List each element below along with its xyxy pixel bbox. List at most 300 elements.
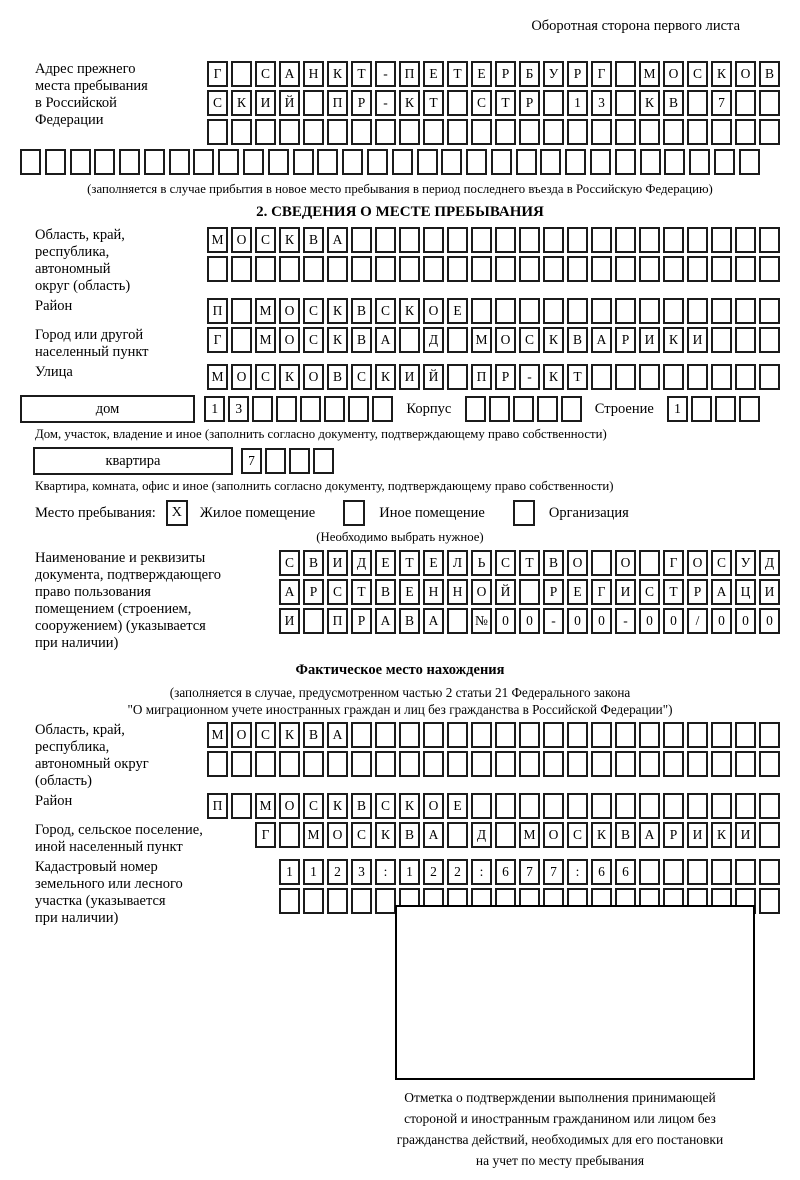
char-cell[interactable]: [169, 149, 190, 175]
char-cell[interactable]: [268, 149, 289, 175]
char-cell[interactable]: [663, 298, 684, 324]
char-cell[interactable]: [759, 888, 780, 914]
char-cell[interactable]: [279, 751, 300, 777]
char-cell[interactable]: [759, 364, 780, 390]
char-cell[interactable]: Р: [351, 90, 372, 116]
char-cell[interactable]: К: [639, 90, 660, 116]
char-cell[interactable]: [231, 119, 252, 145]
char-cell[interactable]: Т: [567, 364, 588, 390]
char-cell[interactable]: [207, 751, 228, 777]
char-cell[interactable]: [735, 751, 756, 777]
char-cell[interactable]: [663, 859, 684, 885]
char-cell[interactable]: Е: [567, 579, 588, 605]
char-cell[interactable]: [591, 227, 612, 253]
char-cell[interactable]: [289, 448, 310, 474]
char-cell[interactable]: [265, 448, 286, 474]
char-cell[interactable]: К: [711, 822, 732, 848]
char-cell[interactable]: [279, 822, 300, 848]
char-cell[interactable]: М: [639, 61, 660, 87]
char-cell[interactable]: К: [663, 327, 684, 353]
char-cell[interactable]: [591, 751, 612, 777]
char-cell[interactable]: [639, 298, 660, 324]
char-cell[interactable]: 0: [591, 608, 612, 634]
char-cell[interactable]: К: [327, 327, 348, 353]
char-cell[interactable]: [218, 149, 239, 175]
char-cell[interactable]: Т: [519, 550, 540, 576]
char-cell[interactable]: [495, 751, 516, 777]
char-cell[interactable]: А: [375, 608, 396, 634]
char-cell[interactable]: [300, 396, 321, 422]
char-cell[interactable]: П: [207, 298, 228, 324]
char-cell[interactable]: [423, 256, 444, 282]
char-cell[interactable]: [392, 149, 413, 175]
char-cell[interactable]: П: [327, 90, 348, 116]
char-cell[interactable]: -: [375, 90, 396, 116]
char-cell[interactable]: Е: [447, 793, 468, 819]
char-cell[interactable]: [537, 396, 558, 422]
char-cell[interactable]: [495, 722, 516, 748]
char-cell[interactable]: С: [687, 61, 708, 87]
char-cell[interactable]: -: [375, 61, 396, 87]
char-cell[interactable]: [735, 227, 756, 253]
char-cell[interactable]: Р: [519, 90, 540, 116]
char-cell[interactable]: [119, 149, 140, 175]
char-cell[interactable]: О: [615, 550, 636, 576]
char-cell[interactable]: [348, 396, 369, 422]
char-cell[interactable]: [471, 722, 492, 748]
char-cell[interactable]: С: [375, 793, 396, 819]
char-cell[interactable]: Н: [423, 579, 444, 605]
char-cell[interactable]: [351, 256, 372, 282]
char-cell[interactable]: А: [639, 822, 660, 848]
char-cell[interactable]: [513, 396, 534, 422]
char-cell[interactable]: [639, 859, 660, 885]
char-cell[interactable]: А: [423, 822, 444, 848]
char-cell[interactable]: [543, 793, 564, 819]
char-cell[interactable]: Т: [495, 90, 516, 116]
char-cell[interactable]: [519, 751, 540, 777]
char-cell[interactable]: [279, 256, 300, 282]
char-cell[interactable]: [615, 227, 636, 253]
char-cell[interactable]: О: [471, 579, 492, 605]
char-cell[interactable]: [639, 119, 660, 145]
char-cell[interactable]: 1: [303, 859, 324, 885]
char-cell[interactable]: [495, 227, 516, 253]
char-cell[interactable]: П: [207, 793, 228, 819]
char-cell[interactable]: [447, 327, 468, 353]
char-cell[interactable]: [543, 227, 564, 253]
char-cell[interactable]: [759, 722, 780, 748]
char-cell[interactable]: [711, 227, 732, 253]
char-cell[interactable]: 0: [759, 608, 780, 634]
char-cell[interactable]: М: [303, 822, 324, 848]
char-cell[interactable]: [516, 149, 537, 175]
char-cell[interactable]: С: [327, 579, 348, 605]
char-cell[interactable]: И: [399, 364, 420, 390]
char-cell[interactable]: [640, 149, 661, 175]
char-cell[interactable]: К: [711, 61, 732, 87]
char-cell[interactable]: [207, 119, 228, 145]
char-cell[interactable]: [639, 751, 660, 777]
char-cell[interactable]: [711, 859, 732, 885]
char-cell[interactable]: И: [759, 579, 780, 605]
char-cell[interactable]: 0: [639, 608, 660, 634]
char-cell[interactable]: Р: [351, 608, 372, 634]
char-cell[interactable]: О: [279, 298, 300, 324]
char-cell[interactable]: [543, 298, 564, 324]
char-cell[interactable]: [543, 256, 564, 282]
char-cell[interactable]: М: [255, 298, 276, 324]
char-cell[interactable]: Р: [567, 61, 588, 87]
char-cell[interactable]: [715, 396, 736, 422]
char-cell[interactable]: [231, 751, 252, 777]
char-cell[interactable]: [491, 149, 512, 175]
char-cell[interactable]: [193, 149, 214, 175]
char-cell[interactable]: [207, 256, 228, 282]
char-cell[interactable]: [231, 61, 252, 87]
char-cell[interactable]: [489, 396, 510, 422]
char-cell[interactable]: 6: [615, 859, 636, 885]
char-cell[interactable]: [663, 256, 684, 282]
char-cell[interactable]: [735, 298, 756, 324]
char-cell[interactable]: [687, 298, 708, 324]
char-cell[interactable]: К: [327, 61, 348, 87]
char-cell[interactable]: Р: [303, 579, 324, 605]
char-cell[interactable]: [303, 888, 324, 914]
char-cell[interactable]: [327, 888, 348, 914]
checkbox-org[interactable]: [513, 500, 535, 526]
char-cell[interactable]: [447, 608, 468, 634]
char-cell[interactable]: [519, 227, 540, 253]
char-cell[interactable]: [375, 256, 396, 282]
char-cell[interactable]: [447, 256, 468, 282]
char-cell[interactable]: [759, 327, 780, 353]
char-cell[interactable]: Л: [447, 550, 468, 576]
char-cell[interactable]: С: [255, 364, 276, 390]
char-cell[interactable]: К: [543, 364, 564, 390]
char-cell[interactable]: [735, 859, 756, 885]
char-cell[interactable]: №: [471, 608, 492, 634]
char-cell[interactable]: И: [327, 550, 348, 576]
char-cell[interactable]: О: [663, 61, 684, 87]
char-cell[interactable]: [711, 119, 732, 145]
char-cell[interactable]: И: [615, 579, 636, 605]
char-cell[interactable]: А: [591, 327, 612, 353]
char-cell[interactable]: [687, 722, 708, 748]
char-cell[interactable]: Р: [495, 364, 516, 390]
char-cell[interactable]: М: [207, 227, 228, 253]
char-cell[interactable]: О: [279, 793, 300, 819]
char-cell[interactable]: [687, 793, 708, 819]
char-cell[interactable]: О: [279, 327, 300, 353]
char-cell[interactable]: [711, 722, 732, 748]
char-cell[interactable]: С: [495, 550, 516, 576]
char-cell[interactable]: [687, 256, 708, 282]
char-cell[interactable]: [447, 119, 468, 145]
char-cell[interactable]: [144, 149, 165, 175]
char-cell[interactable]: [279, 888, 300, 914]
char-cell[interactable]: 2: [447, 859, 468, 885]
char-cell[interactable]: [351, 751, 372, 777]
char-cell[interactable]: [711, 793, 732, 819]
char-cell[interactable]: [94, 149, 115, 175]
char-cell[interactable]: [45, 149, 66, 175]
char-cell[interactable]: [711, 327, 732, 353]
char-cell[interactable]: В: [399, 608, 420, 634]
char-cell[interactable]: С: [279, 550, 300, 576]
char-cell[interactable]: К: [279, 227, 300, 253]
char-cell[interactable]: [639, 550, 660, 576]
char-cell[interactable]: [735, 327, 756, 353]
char-cell[interactable]: Г: [591, 61, 612, 87]
char-cell[interactable]: [687, 364, 708, 390]
char-cell[interactable]: [495, 298, 516, 324]
char-cell[interactable]: И: [255, 90, 276, 116]
char-cell[interactable]: [399, 256, 420, 282]
char-cell[interactable]: К: [399, 298, 420, 324]
char-cell[interactable]: В: [615, 822, 636, 848]
char-cell[interactable]: [543, 90, 564, 116]
char-cell[interactable]: [519, 298, 540, 324]
char-cell[interactable]: К: [375, 364, 396, 390]
char-cell[interactable]: 3: [351, 859, 372, 885]
char-cell[interactable]: В: [303, 227, 324, 253]
checkbox-inoe[interactable]: [343, 500, 365, 526]
char-cell[interactable]: Р: [495, 61, 516, 87]
char-cell[interactable]: М: [255, 327, 276, 353]
char-cell[interactable]: [639, 227, 660, 253]
char-cell[interactable]: [711, 298, 732, 324]
char-cell[interactable]: [519, 119, 540, 145]
char-cell[interactable]: А: [327, 722, 348, 748]
char-cell[interactable]: [639, 256, 660, 282]
char-cell[interactable]: [759, 227, 780, 253]
char-cell[interactable]: [471, 119, 492, 145]
char-cell[interactable]: О: [543, 822, 564, 848]
char-cell[interactable]: [689, 149, 710, 175]
char-cell[interactable]: М: [207, 722, 228, 748]
char-cell[interactable]: [495, 793, 516, 819]
char-cell[interactable]: 7: [543, 859, 564, 885]
char-cell[interactable]: Г: [207, 327, 228, 353]
char-cell[interactable]: С: [351, 364, 372, 390]
char-cell[interactable]: [351, 227, 372, 253]
char-cell[interactable]: [255, 256, 276, 282]
char-cell[interactable]: [567, 227, 588, 253]
char-cell[interactable]: [466, 149, 487, 175]
char-cell[interactable]: О: [231, 364, 252, 390]
char-cell[interactable]: [495, 822, 516, 848]
char-cell[interactable]: [567, 793, 588, 819]
char-cell[interactable]: П: [471, 364, 492, 390]
char-cell[interactable]: А: [327, 227, 348, 253]
char-cell[interactable]: [739, 396, 760, 422]
char-cell[interactable]: 1: [279, 859, 300, 885]
char-cell[interactable]: Ь: [471, 550, 492, 576]
char-cell[interactable]: -: [519, 364, 540, 390]
char-cell[interactable]: [735, 364, 756, 390]
char-cell[interactable]: [303, 256, 324, 282]
char-cell[interactable]: С: [207, 90, 228, 116]
char-cell[interactable]: [591, 550, 612, 576]
char-cell[interactable]: [447, 364, 468, 390]
char-cell[interactable]: [375, 227, 396, 253]
char-cell[interactable]: 0: [495, 608, 516, 634]
char-cell[interactable]: [567, 298, 588, 324]
char-cell[interactable]: [327, 256, 348, 282]
char-cell[interactable]: [711, 751, 732, 777]
char-cell[interactable]: [591, 793, 612, 819]
char-cell[interactable]: М: [471, 327, 492, 353]
char-cell[interactable]: У: [735, 550, 756, 576]
char-cell[interactable]: [327, 119, 348, 145]
char-cell[interactable]: С: [255, 722, 276, 748]
char-cell[interactable]: И: [735, 822, 756, 848]
char-cell[interactable]: [70, 149, 91, 175]
char-cell[interactable]: 2: [423, 859, 444, 885]
char-cell[interactable]: О: [423, 298, 444, 324]
char-cell[interactable]: [687, 119, 708, 145]
char-cell[interactable]: 1: [667, 396, 688, 422]
char-cell[interactable]: С: [639, 579, 660, 605]
char-cell[interactable]: С: [711, 550, 732, 576]
char-cell[interactable]: [495, 119, 516, 145]
char-cell[interactable]: О: [687, 550, 708, 576]
char-cell[interactable]: Р: [663, 822, 684, 848]
char-cell[interactable]: Е: [399, 579, 420, 605]
char-cell[interactable]: [615, 364, 636, 390]
char-cell[interactable]: К: [279, 722, 300, 748]
char-cell[interactable]: [591, 119, 612, 145]
char-cell[interactable]: [519, 256, 540, 282]
char-cell[interactable]: В: [303, 722, 324, 748]
char-cell[interactable]: [639, 364, 660, 390]
char-cell[interactable]: [447, 227, 468, 253]
char-cell[interactable]: [342, 149, 363, 175]
char-cell[interactable]: [567, 256, 588, 282]
char-cell[interactable]: Д: [351, 550, 372, 576]
char-cell[interactable]: В: [663, 90, 684, 116]
char-cell[interactable]: [543, 119, 564, 145]
char-cell[interactable]: [399, 722, 420, 748]
char-cell[interactable]: [252, 396, 273, 422]
char-cell[interactable]: 0: [519, 608, 540, 634]
char-cell[interactable]: 1: [399, 859, 420, 885]
char-cell[interactable]: [759, 822, 780, 848]
char-cell[interactable]: Т: [663, 579, 684, 605]
char-cell[interactable]: [759, 119, 780, 145]
char-cell[interactable]: А: [375, 327, 396, 353]
char-cell[interactable]: М: [519, 822, 540, 848]
char-cell[interactable]: [615, 298, 636, 324]
char-cell[interactable]: [423, 751, 444, 777]
char-cell[interactable]: [735, 256, 756, 282]
char-cell[interactable]: С: [567, 822, 588, 848]
char-cell[interactable]: [471, 256, 492, 282]
char-cell[interactable]: [735, 722, 756, 748]
char-cell[interactable]: 6: [591, 859, 612, 885]
char-cell[interactable]: С: [255, 227, 276, 253]
char-cell[interactable]: Е: [423, 61, 444, 87]
char-cell[interactable]: [375, 722, 396, 748]
char-cell[interactable]: [471, 227, 492, 253]
char-cell[interactable]: П: [327, 608, 348, 634]
char-cell[interactable]: [735, 90, 756, 116]
char-cell[interactable]: [399, 327, 420, 353]
char-cell[interactable]: К: [231, 90, 252, 116]
char-cell[interactable]: Т: [423, 90, 444, 116]
char-cell[interactable]: [276, 396, 297, 422]
char-cell[interactable]: В: [351, 793, 372, 819]
char-cell[interactable]: [399, 751, 420, 777]
char-cell[interactable]: [687, 859, 708, 885]
char-cell[interactable]: Й: [423, 364, 444, 390]
char-cell[interactable]: И: [687, 327, 708, 353]
char-cell[interactable]: [324, 396, 345, 422]
char-cell[interactable]: [447, 90, 468, 116]
char-cell[interactable]: И: [279, 608, 300, 634]
char-cell[interactable]: [255, 119, 276, 145]
char-cell[interactable]: С: [303, 327, 324, 353]
char-cell[interactable]: [313, 448, 334, 474]
char-cell[interactable]: Г: [207, 61, 228, 87]
char-cell[interactable]: И: [687, 822, 708, 848]
char-cell[interactable]: -: [543, 608, 564, 634]
char-cell[interactable]: Е: [447, 298, 468, 324]
char-cell[interactable]: У: [543, 61, 564, 87]
char-cell[interactable]: [543, 722, 564, 748]
char-cell[interactable]: [591, 722, 612, 748]
char-cell[interactable]: В: [567, 327, 588, 353]
char-cell[interactable]: [303, 608, 324, 634]
char-cell[interactable]: К: [375, 822, 396, 848]
char-cell[interactable]: Й: [495, 579, 516, 605]
char-cell[interactable]: 7: [241, 448, 262, 474]
char-cell[interactable]: [663, 227, 684, 253]
char-cell[interactable]: [735, 793, 756, 819]
char-cell[interactable]: 7: [711, 90, 732, 116]
char-cell[interactable]: [231, 793, 252, 819]
char-cell[interactable]: 1: [567, 90, 588, 116]
char-cell[interactable]: [615, 793, 636, 819]
char-cell[interactable]: [567, 722, 588, 748]
char-cell[interactable]: [663, 119, 684, 145]
char-cell[interactable]: К: [591, 822, 612, 848]
char-cell[interactable]: [519, 793, 540, 819]
char-cell[interactable]: П: [399, 61, 420, 87]
char-cell[interactable]: [687, 751, 708, 777]
char-cell[interactable]: В: [543, 550, 564, 576]
char-cell[interactable]: [543, 751, 564, 777]
char-cell[interactable]: В: [303, 550, 324, 576]
char-cell[interactable]: [351, 119, 372, 145]
char-cell[interactable]: К: [543, 327, 564, 353]
char-cell[interactable]: [759, 90, 780, 116]
char-cell[interactable]: И: [639, 327, 660, 353]
char-cell[interactable]: [759, 256, 780, 282]
char-cell[interactable]: [399, 227, 420, 253]
char-cell[interactable]: Д: [471, 822, 492, 848]
char-cell[interactable]: [663, 364, 684, 390]
char-cell[interactable]: [759, 859, 780, 885]
char-cell[interactable]: [663, 751, 684, 777]
char-cell[interactable]: О: [567, 550, 588, 576]
char-cell[interactable]: [664, 149, 685, 175]
char-cell[interactable]: [293, 149, 314, 175]
char-cell[interactable]: [590, 149, 611, 175]
char-cell[interactable]: [691, 396, 712, 422]
char-cell[interactable]: 0: [663, 608, 684, 634]
